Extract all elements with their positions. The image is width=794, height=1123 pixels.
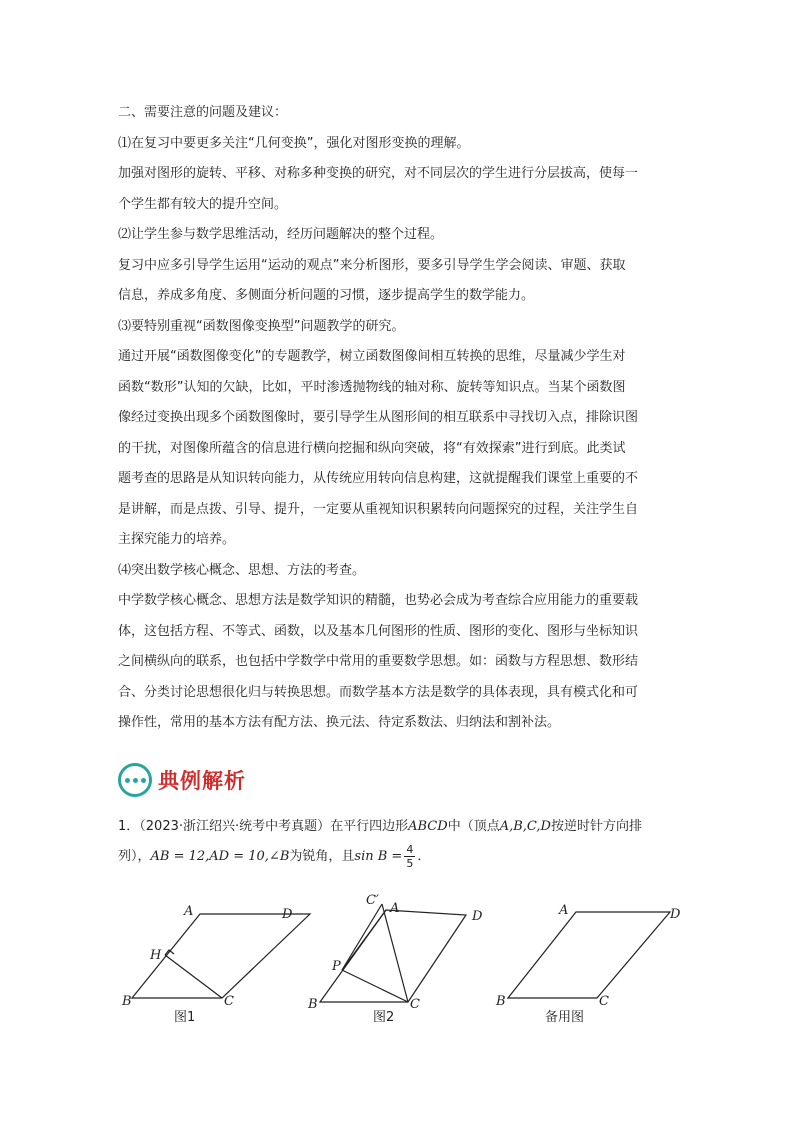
question-line-2: 列），AB = 12,AD = 10,∠B为锐角，且sin B = $\frac{4}{5}$ ． xyxy=(118,843,431,870)
paragraph-line: 合、分类讨论思想很化归与转换思想。而数学基本方法是数学的具体表现，具有模式化和可 xyxy=(118,684,639,700)
fig2-label-c-prime: C′ xyxy=(366,893,379,908)
fig1-label-b: B xyxy=(122,994,132,1009)
example-section-title: 典例解析 xyxy=(158,768,246,793)
fig2-label-p: P xyxy=(332,959,341,974)
paragraph-line: 个学生都有较大的提升空间。 xyxy=(118,196,288,212)
question-line-1: 1．（2023·浙江绍兴·统考中考真题）在平行四边形ABCD中（顶点A,B,C,D按逆时针方向排 xyxy=(118,819,642,834)
paragraph-line: 复习中应多引导学生运用“运动的观点”来分析图形，要多引导学生学会阅读、审题、获取 xyxy=(118,257,626,273)
paragraph-line: 之间横纵向的联系，也包括中学数学中常用的重要数学思想。如：函数与方程思想、数形结 xyxy=(118,654,639,669)
paragraph-line: 的干扰，对图像所蕴含的信息进行横向挖掘和纵向突破，将“有效探索”进行到底。此类试 xyxy=(118,440,626,456)
parallelogram-2 xyxy=(320,910,466,1002)
fig1-label-a: A xyxy=(184,904,194,919)
figure-svg xyxy=(110,888,690,1038)
point-2-title: ⑵让学生参与数学思维活动，经历问题解决的整个过程。 xyxy=(118,227,444,242)
fig2-label-b: B xyxy=(308,997,318,1012)
paragraph-line: 像经过变换出现多个函数图像时，要引导学生从图形间的相互联系中寻找切入点，排除识图 xyxy=(118,410,639,425)
paragraph-line: 加强对图形的旋转、平移、对称多种变换的研究，对不同层次的学生进行分层拔高，使每一 xyxy=(118,166,639,181)
fraction-4-5: $\frac{4}{5}$ xyxy=(406,843,414,870)
paragraph-line: 是讲解，而是点拨、引导、提升，一定要从重视知识积累转向问题探究的过程，关注学生自 xyxy=(118,501,639,517)
fig1-caption: 图1 xyxy=(174,1010,196,1025)
fig3-label-c: C xyxy=(599,994,609,1009)
fig2-label-d: D xyxy=(472,909,483,924)
segment-cp xyxy=(342,970,408,1002)
figure-2 xyxy=(320,904,466,1002)
paragraph-line: 函数“数形”认知的欠缺，比如，平时渗透抛物线的轴对称、旋转等知识点。当某个函数图 xyxy=(118,379,626,395)
paragraph-line: 题考查的思路是从知识转向能力，从传统应用转向信息构建，这就提醒我们课堂上重要的不 xyxy=(118,471,639,486)
fig1-label-h: H xyxy=(150,948,162,963)
segment-pc-prime xyxy=(342,904,382,970)
fig1-label-d: D xyxy=(282,907,293,922)
segment-pa xyxy=(342,910,386,970)
paragraph-line: 体，这包括方程、不等式、函数，以及基本几何图形的性质、图形的变化、图形与坐标知识 xyxy=(118,623,639,639)
segment-c-prime-c xyxy=(382,904,408,1002)
paragraph-line: 信息，养成多角度、多侧面分析问题的习惯，逐步提高学生的数学能力。 xyxy=(118,288,535,303)
ellipsis-circle-icon xyxy=(118,763,152,797)
point-1-title: ⑴在复习中要更多关注“几何变换”，强化对图形变换的理解。 xyxy=(118,135,470,151)
paragraph-line: 中学数学核心概念、思想方法是数学知识的精髓，也势必会成为考查综合应用能力的重要载 xyxy=(118,593,639,608)
fig3-caption: 备用图 xyxy=(545,1010,585,1025)
fig2-label-c: C xyxy=(410,997,420,1012)
altitude-ch xyxy=(165,955,222,998)
point-4-title: ⑷突出数学核心概念、思想、方法的考查。 xyxy=(118,562,366,578)
paragraph-line: 主探究能力的培养。 xyxy=(118,532,236,547)
question-1 xyxy=(118,812,678,872)
point-3-title: ⑶要特别重视“函数图像变换型”问题教学的研究。 xyxy=(118,318,405,334)
paragraph-line: 操作性，常用的基本方法有配方法、换元法、待定系数法、归纳法和割补法。 xyxy=(118,715,561,730)
fig3-label-b: B xyxy=(496,994,506,1009)
figures xyxy=(110,888,690,1038)
fig2-label-a: A xyxy=(390,901,400,916)
figure-3 xyxy=(508,912,670,998)
fig2-caption: 图2 xyxy=(373,1010,395,1025)
fig3-label-d: D xyxy=(670,907,681,922)
parallelogram-3 xyxy=(508,912,670,998)
body-text xyxy=(118,98,678,739)
example-section-header xyxy=(118,762,246,798)
fig1-label-c: C xyxy=(224,994,234,1009)
paragraph-line: 通过开展“函数图像变化”的专题教学，树立函数图像间相互转换的思维，尽量减少学生对 xyxy=(118,349,626,364)
fig3-label-a: A xyxy=(559,903,569,918)
section-heading: 二、需要注意的问题及建议： xyxy=(118,105,288,120)
